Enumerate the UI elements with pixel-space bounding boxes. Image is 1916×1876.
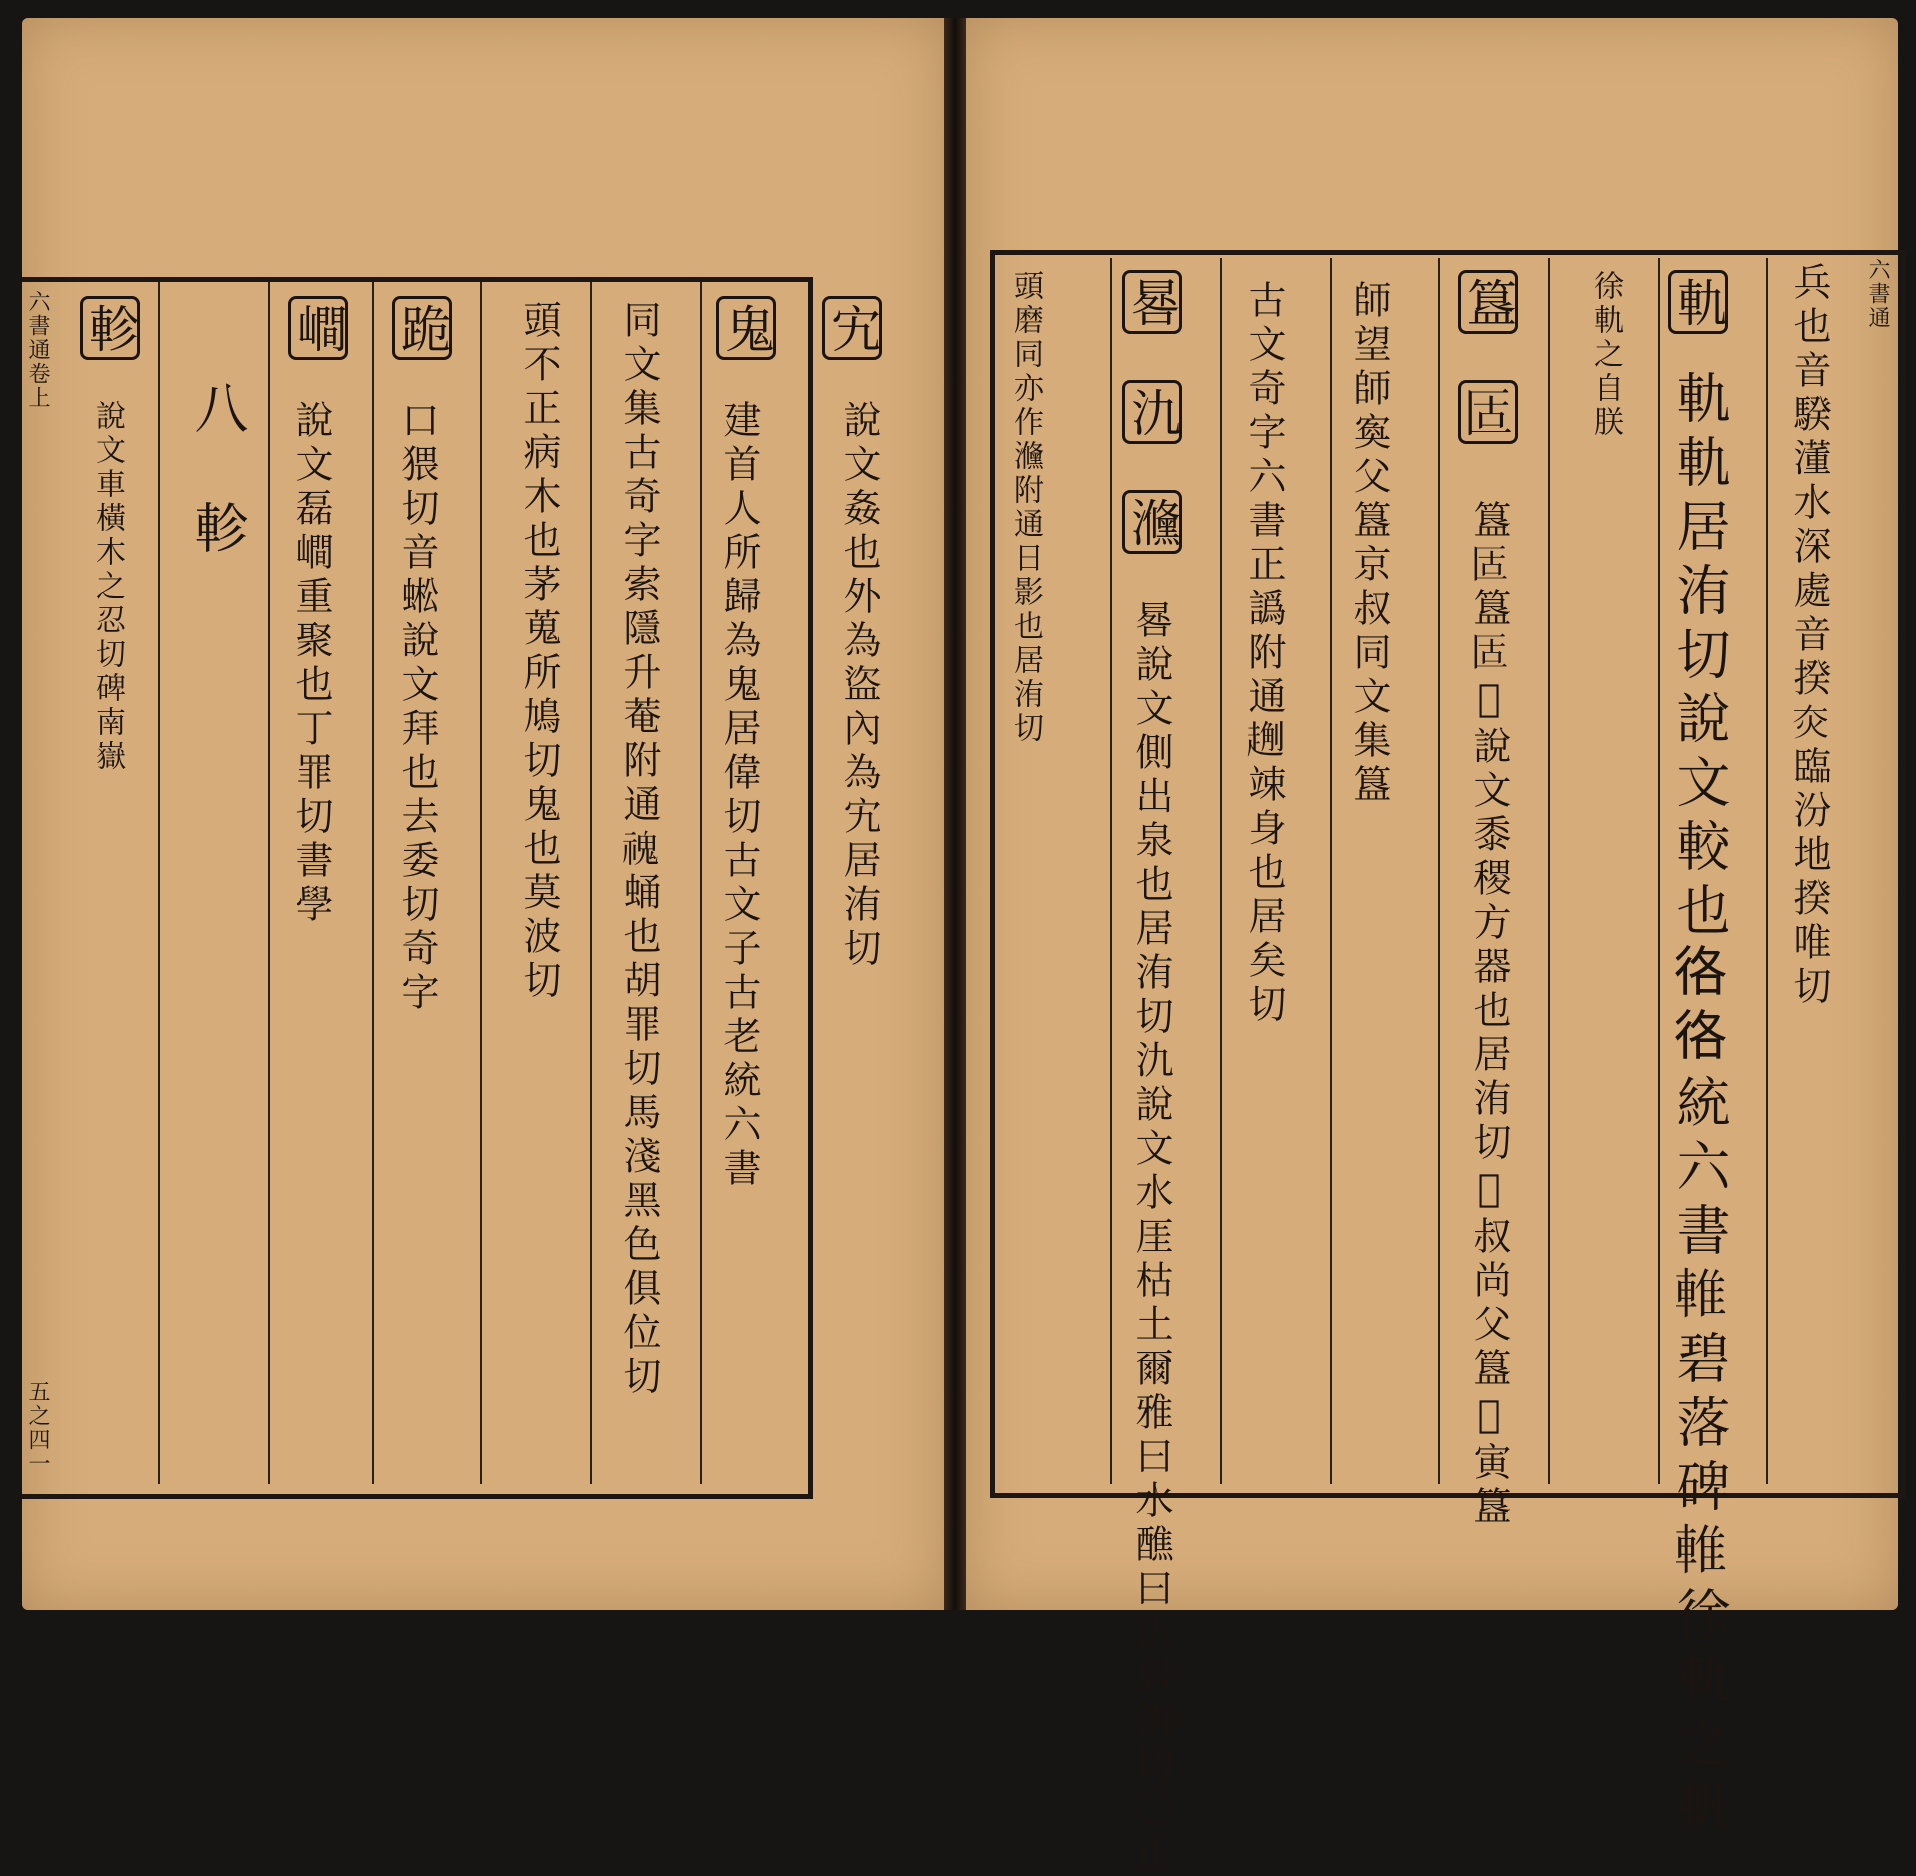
entry-text-gui-thief: 說文姦也外為盜內為宄居洧切 (837, 400, 881, 972)
entry-text-gui: 口猥切音蜙說文拜也去委切奇字 (395, 400, 439, 1016)
entry-head-gui-track: 軌 (1668, 270, 1728, 334)
entry-head-gui: 跪 (392, 296, 452, 360)
column-rule (1110, 258, 1112, 1484)
column-rule (1766, 258, 1768, 1484)
entry-text-column: 師望師寏父簋京叔同文集簋 (1347, 280, 1391, 808)
entry-text-gui-spring: 晷說文側出泉也居洧切氿說文水厓枯土爾雅曰水醮曰氿居洧切〇正 (1129, 600, 1173, 1876)
entry-text-gui-vessel: 簋𠤳簋𠤳𠥍說文黍稷方器也居洧切𥩋叔尚父簋𥩋寅簋 (1467, 500, 1511, 1530)
entry-text-column: 古文奇字六書正譌附通𧽄竦身也居矣切 (1242, 280, 1286, 1028)
entry-text-column: 頭磨同亦作㶖附通日影也居洧切 (1008, 270, 1043, 746)
entry-text-dui: 說文磊𡼏重聚也丁罪切書學 (289, 400, 333, 928)
column-rule (700, 282, 702, 1484)
column-rule (590, 282, 592, 1484)
book-gutter (944, 18, 966, 1610)
column-rule (1548, 258, 1550, 1484)
entry-head-dui: 𡼏 (288, 296, 348, 360)
column-rule (1658, 258, 1660, 1484)
entry-head-gui-thief: 宄 (822, 296, 882, 360)
entry-head-gui-sundial: 晷 (1122, 270, 1182, 334)
entry-text-column: 頭不正病木也茅蒐所鳩切鬼也莫波切 (517, 300, 561, 1004)
entry-head-gui-vessel: 簋 (1458, 270, 1518, 334)
folio-number: 五之四一 (25, 1380, 50, 1476)
entry-head-zhen: 軫 (80, 296, 140, 360)
entry-head-gui-ghost: 鬼 (716, 296, 776, 360)
page-header-tab: 六書通 (1865, 258, 1890, 330)
entry-head-gui-spring: 氿 (1122, 380, 1182, 444)
page-side-label: 六書通卷上 (25, 290, 50, 410)
column-rule (480, 282, 482, 1484)
column-rule (372, 282, 374, 1484)
column-rule (158, 282, 160, 1484)
column-rule (1330, 258, 1332, 1484)
column-rule (268, 282, 270, 1484)
section-number: 八 (186, 380, 249, 444)
entry-head-gui-variant: 㶖 (1122, 490, 1182, 554)
entry-head-gui-vessel-variant: 𠤳 (1458, 380, 1518, 444)
section-title: 軫 (186, 500, 249, 564)
entry-text-gui-ghost: 建首人所歸為鬼居偉切古文子古老統六書 (717, 400, 761, 1192)
entry-text-column: 同文集古奇字索隱升菴附通𩲡蛹也胡罪切馬淺黑色俱位切 (617, 300, 661, 1400)
column-rule (1438, 258, 1440, 1484)
entry-text-gui-track: 軌軌居洧切說文較也𢓜𢓜統六書𨌴碧落碑𨌴徐軌之軓 (1668, 370, 1731, 1842)
entry-text-zhen: 說文車橫木之忍切碑南嶽 (90, 400, 125, 774)
entry-text-column: 兵也音騤𣿅水深處音揆𤆍臨汾地揆唯切 (1787, 262, 1831, 1010)
entry-text-column: 徐軌之自朕 (1588, 270, 1623, 440)
column-rule (1220, 258, 1222, 1484)
